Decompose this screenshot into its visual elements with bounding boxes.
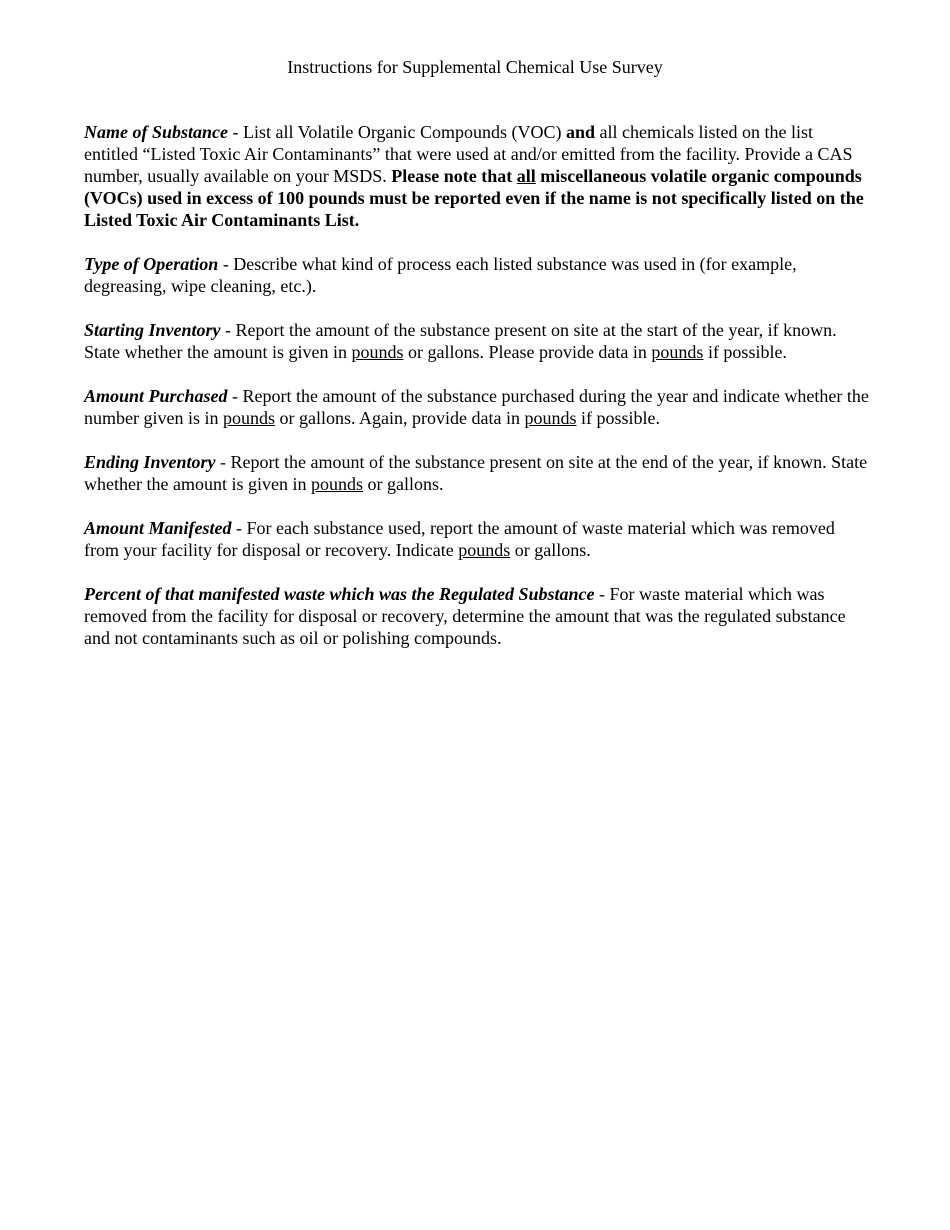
term-label: Amount Purchased bbox=[84, 386, 228, 406]
instruction-text: if possible. bbox=[703, 342, 787, 362]
note-underlined-text: all bbox=[516, 166, 536, 186]
instruction-text: - Describe what kind of process each listed substance was used in (for example, degreasing, wipe cleaning, etc.). bbox=[84, 254, 797, 296]
instruction-amount-purchased bbox=[84, 385, 869, 429]
underlined-unit: pounds bbox=[310, 474, 363, 494]
note-text: Please note that bbox=[391, 166, 517, 186]
instruction-text: - List all Volatile Organic Compounds (VOC) bbox=[228, 122, 566, 142]
underlined-unit: pounds bbox=[222, 408, 275, 428]
instruction-text: or gallons. Please provide data in bbox=[403, 342, 652, 362]
instruction-text: - Report the amount of the substance present on site at the start of the year, if known. State whether the amount is given in bbox=[84, 320, 837, 362]
instructions-body bbox=[84, 121, 869, 671]
instruction-text: - Report the amount of the substance present on site at the end of the year, if known. State whether the amount is given in bbox=[84, 452, 868, 494]
underlined-unit: pounds bbox=[351, 342, 404, 362]
note-text: miscellaneous volatile organic compounds (VOCs) used in excess of 100 pounds must be reported even if the name is not specifically listed on the Listed Toxic Air Contaminants List. bbox=[84, 166, 864, 230]
instruction-text: or gallons. Again, provide data in bbox=[275, 408, 525, 428]
underlined-unit: pounds bbox=[524, 408, 577, 428]
term-label: Ending Inventory bbox=[84, 452, 216, 472]
instruction-type-of-operation bbox=[84, 253, 869, 297]
instruction-text: - Report the amount of the substance purchased during the year and indicate whether the number given is in bbox=[84, 386, 869, 428]
term-label: Percent of that manifested waste which was the Regulated Substance bbox=[84, 584, 595, 604]
term-label: Name of Substance bbox=[84, 122, 228, 142]
instruction-text: or gallons. bbox=[362, 474, 444, 494]
instruction-text: - For waste material which was removed from the facility for disposal or recovery, determine the amount that was the regulated substance and not contaminants such as oil or polishing compounds. bbox=[84, 584, 846, 648]
underlined-unit: pounds bbox=[651, 342, 704, 362]
term-label: Amount Manifested bbox=[84, 518, 232, 538]
term-label: Type of Operation bbox=[84, 254, 219, 274]
document-title: Instructions for Supplemental Chemical Use Survey bbox=[287, 57, 663, 77]
instruction-text: or gallons. bbox=[510, 540, 591, 560]
instruction-name-of-substance bbox=[84, 121, 869, 231]
instruction-text: - For each substance used, report the amount of waste material which was removed from your facility for disposal or recovery. Indicate bbox=[84, 518, 835, 560]
instruction-starting-inventory bbox=[84, 319, 869, 363]
instruction-text: if possible. bbox=[576, 408, 660, 428]
emphasis-text: and bbox=[565, 122, 596, 142]
instruction-amount-manifested bbox=[84, 517, 869, 561]
term-label: Starting Inventory bbox=[84, 320, 221, 340]
instruction-percent-manifested bbox=[84, 583, 869, 649]
instruction-ending-inventory bbox=[84, 451, 869, 495]
underlined-unit: pounds bbox=[458, 540, 511, 560]
instruction-text: all chemicals listed on the list entitled “Listed Toxic Air Contaminants” that were used at and/or emitted from the facility. Provide a CAS number, usually available on your MSDS. bbox=[84, 122, 853, 186]
